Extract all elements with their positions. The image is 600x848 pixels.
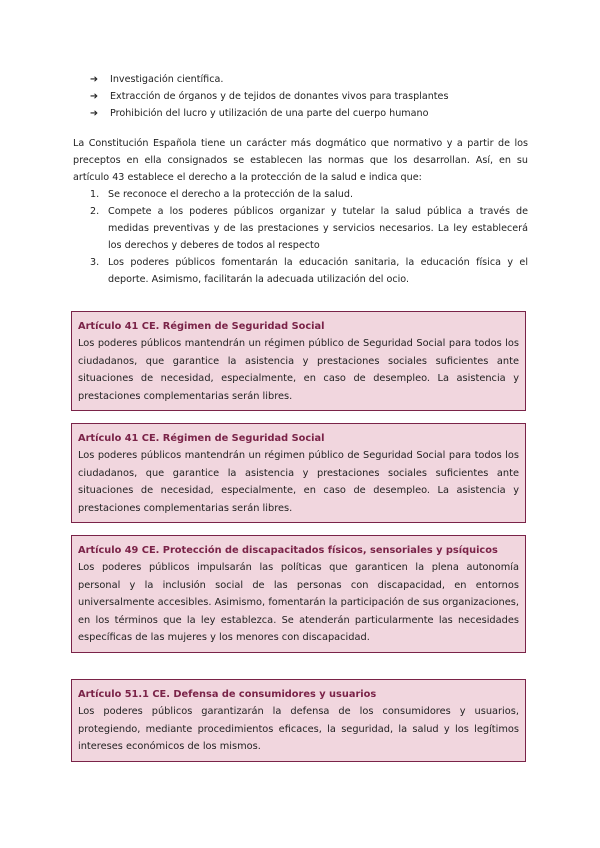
numbered-item: 3. Los poderes públicos fomentarán la educación sanitaria, la educación física y el deporte. Asimismo, facilitarán la adecuada utilización del ocio.: [90, 254, 528, 288]
article-41-box: [71, 311, 526, 411]
item-number: 1.: [90, 189, 100, 200]
item-number: 3.: [90, 257, 100, 268]
numbered-list: [90, 186, 528, 288]
article-51-box: [71, 679, 526, 762]
box-title: Artículo 41 CE. Régimen de Seguridad Social: [78, 321, 325, 332]
box-body: Los poderes públicos garantizarán la defensa de los consumidores y usuarios, protegiendo, mediante procedimientos eficaces, la seguridad, la salud y los legítimos intereses económicos de los mismos.: [78, 706, 519, 752]
arrow-icon: ➔: [90, 74, 99, 85]
bullet-list: [90, 71, 550, 122]
article-41-box-repeat: [71, 423, 526, 523]
article-49-box: [71, 535, 526, 653]
box-title: Artículo 49 CE. Protección de discapacitados físicos, sensoriales y psíquicos: [78, 545, 498, 556]
numbered-item: 2. Compete a los poderes públicos organizar y tutelar la salud pública a través de medidas preventivas y de las prestaciones y servicios necesarios. La ley establecerá los derechos y deberes de todos al respecto: [90, 203, 528, 254]
box-body: Los poderes públicos mantendrán un régimen público de Seguridad Social para todos los ciudadanos, que garantice la asistencia y prestaciones sociales suficientes ante situaciones de necesidad, especialmente, en caso de desempleo. La asistencia y prestaciones complementarias serán libres.: [78, 338, 519, 402]
arrow-icon: ➔: [90, 108, 99, 119]
bullet-item: ➔ Investigación científica.: [90, 71, 550, 88]
box-title: Artículo 51.1 CE. Defensa de consumidores y usuarios: [78, 689, 377, 700]
bullet-item: ➔ Prohibición del lucro y utilización de una parte del cuerpo humano: [90, 105, 550, 122]
bullet-item: ➔ Extracción de órganos y de tejidos de donantes vivos para trasplantes: [90, 88, 550, 105]
numbered-item: 1. Se reconoce el derecho a la protección de la salud.: [90, 186, 528, 203]
arrow-icon: ➔: [90, 91, 99, 102]
box-body: Los poderes públicos mantendrán un régimen público de Seguridad Social para todos los ciudadanos, que garantice la asistencia y prestaciones sociales suficientes ante situaciones de necesidad, especialmente, en caso de desempleo. La asistencia y prestaciones complementarias serán libres.: [78, 450, 519, 514]
intro-paragraph: La Constitución Española tiene un carácter más dogmático que normativo y a partir de los preceptos en ella consignados se establecen las normas que los desarrollan. Así, en su artículo 43 establece el derecho a la protección de la salud e indica que:: [73, 138, 528, 183]
box-body: Los poderes públicos impulsarán las políticas que garanticen la plena autonomía personal y la inclusión social de las personas con discapacidad, en entornos universalmente accesibles. Asimismo, fomentarán la participación de sus organizaciones, en los términos que la ley establezca. Se atenderán particularmente las necesidades específicas de las mujeres y los menores con discapacidad.: [78, 562, 519, 643]
item-number: 2.: [90, 206, 100, 217]
box-title: Artículo 41 CE. Régimen de Seguridad Social: [78, 433, 325, 444]
